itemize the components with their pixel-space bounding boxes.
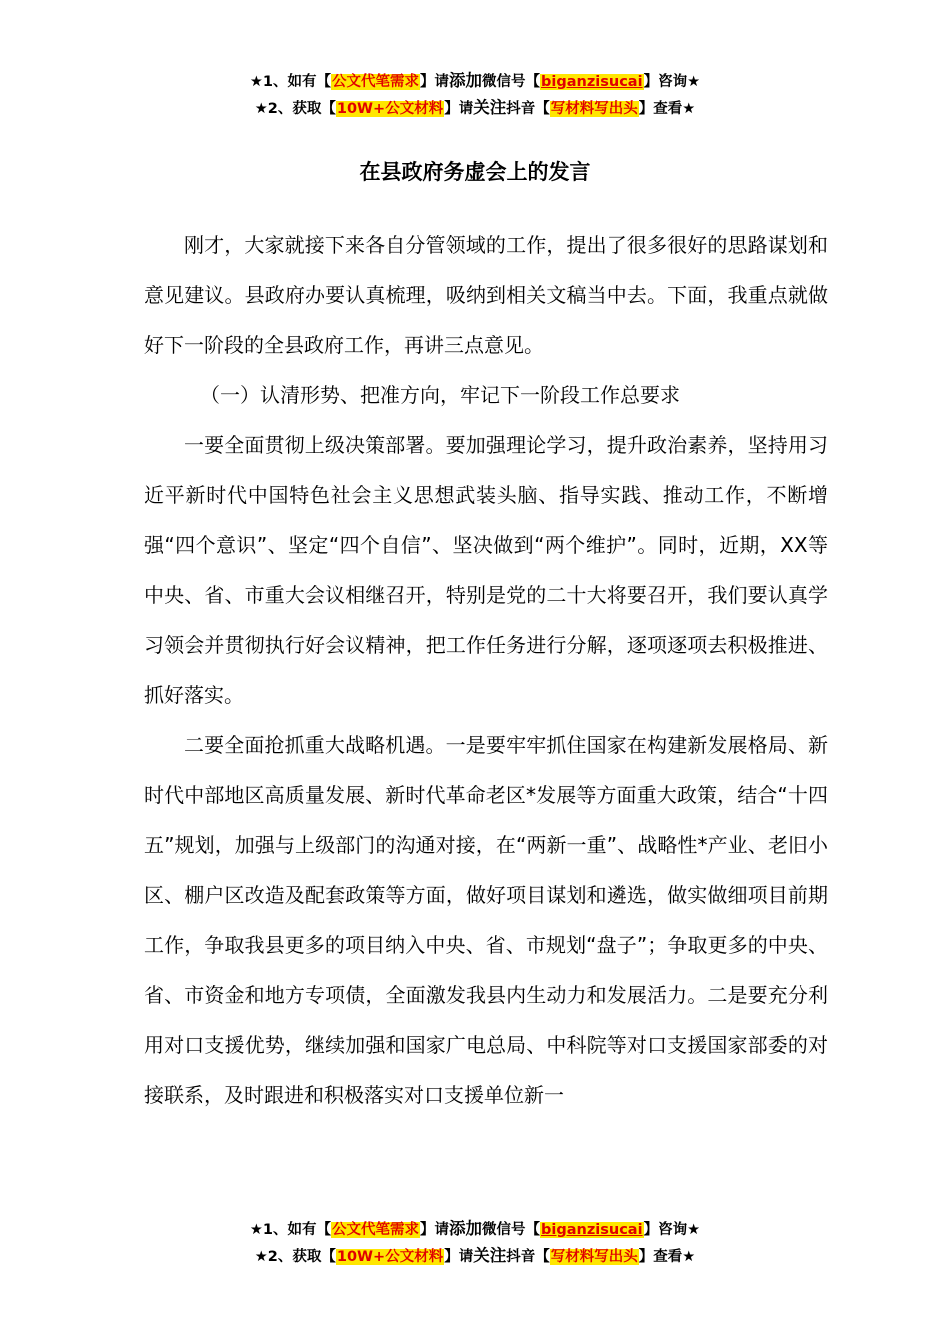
banner-text: 】请: [420, 74, 450, 90]
banner-text: 微信号【: [482, 74, 541, 90]
section-heading-1: （一）认清形势、把准方向，牢记下一阶段工作总要求: [200, 383, 680, 407]
banner-text: 】查看★: [638, 101, 696, 117]
highlight-materials: 10W+公文材料: [336, 1249, 444, 1265]
banner-emphasis: 添加: [449, 71, 483, 90]
banner-line-2: [0, 95, 950, 122]
banner-text: 】请: [420, 1222, 450, 1238]
paragraph-1: 一要全面贯彻上级决策部署。要加强理论学习，提升政治素养，坚持用习近平新时代中国特色社会主义思想武装头脑、指导实践、推动工作，不断增强“四个意识”、坚定“四个自信”、坚决做到“两个维护”。同时，近期，XX等中央、省、市重大会议相继召开，特别是党的二十大将要召开，我们要认真学习领会并贯彻执行好会议精神，把工作任务进行分解，逐项逐项去积极推进、抓好落实。: [144, 433, 828, 707]
highlight-douyin-account: 写材料写出头: [550, 101, 638, 117]
banner-text: 抖音【: [506, 1249, 550, 1265]
highlight-ghostwriting: 公文代笔需求: [332, 74, 420, 90]
document-body: [144, 220, 828, 1120]
banner-emphasis: 添加: [449, 1219, 483, 1238]
banner-text: 】咨询★: [643, 74, 701, 90]
banner-text: 微信号【: [482, 1222, 541, 1238]
highlight-douyin-account: 写材料写出头: [550, 1249, 638, 1265]
banner-line-2: [0, 1243, 950, 1270]
header-banner: [0, 68, 950, 122]
footer-banner: [0, 1216, 950, 1270]
banner-text: ★2、获取【: [254, 101, 336, 117]
document-title: 在县政府务虚会上的发言: [359, 160, 591, 184]
banner-emphasis: 关注: [473, 1246, 507, 1265]
banner-text: ★1、如有【: [249, 74, 332, 90]
banner-text: 】查看★: [638, 1249, 696, 1265]
banner-line-1: [0, 68, 950, 95]
banner-text: 】请: [444, 101, 474, 117]
banner-emphasis: 关注: [473, 98, 507, 117]
banner-text: 抖音【: [506, 101, 550, 117]
highlight-wechat-id: biganzisucai: [541, 1222, 643, 1238]
highlight-wechat-id: biganzisucai: [541, 74, 643, 90]
banner-text: ★1、如有【: [249, 1222, 332, 1238]
banner-text: ★2、获取【: [254, 1249, 336, 1265]
banner-line-1: [0, 1216, 950, 1243]
banner-text: 】咨询★: [643, 1222, 701, 1238]
paragraph-2: 二要全面抢抓重大战略机遇。一是要牢牢抓住国家在构建新发展格局、新时代中部地区高质量发展、新时代革命老区*发展等方面重大政策，结合“十四五”规划，加强与上级部门的沟通对接，在“两新一重”、战略性*产业、老旧小区、棚户区改造及配套政策等方面，做好项目谋划和遴选，做实做细项目前期工作，争取我县更多的项目纳入中央、省、市规划“盘子”；争取更多的中央、省、市资金和地方专项债，全面激发我县内生动力和发展活力。二是要充分利用对口支援优势，继续加强和国家广电总局、中科院等对口支援国家部委的对接联系，及时跟进和积极落实对口支援单位新一: [144, 733, 828, 1107]
paragraph-intro: 刚才，大家就接下来各自分管领域的工作，提出了很多很好的思路谋划和意见建议。县政府办要认真梳理，吸纳到相关文稿当中去。下面，我重点就做好下一阶段的全县政府工作，再讲三点意见。: [144, 233, 828, 357]
banner-text: 】请: [444, 1249, 474, 1265]
highlight-materials: 10W+公文材料: [336, 101, 444, 117]
highlight-ghostwriting: 公文代笔需求: [332, 1222, 420, 1238]
